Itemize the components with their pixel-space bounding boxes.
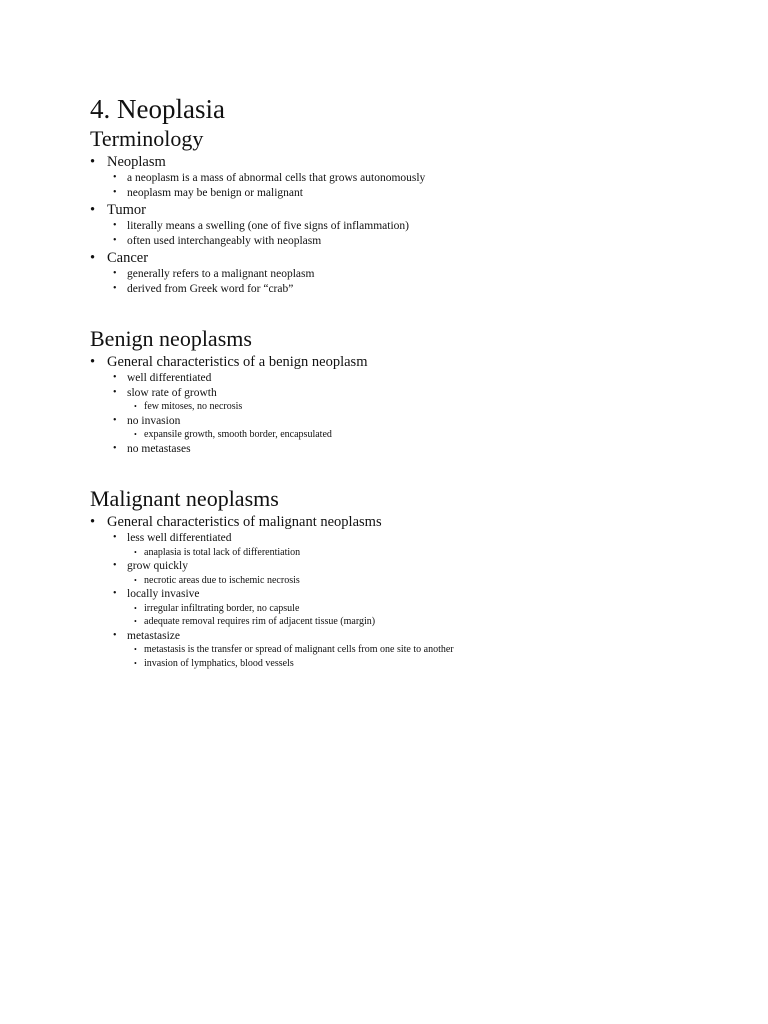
sub-bullet-list bbox=[107, 371, 730, 456]
sub-list-item-text: • slow rate of growth bbox=[127, 386, 217, 399]
section-heading: Benign neoplasms bbox=[90, 326, 252, 351]
sub-list-item-text: • literally means a swelling (one of five signs of inflammation) bbox=[127, 220, 409, 232]
sub-list-item-text: • grow quickly bbox=[127, 560, 189, 572]
sub-list-item-text: • a neoplasm is a mass of abnormal cells that grows autonomously bbox=[127, 172, 426, 184]
sub-sub-list-item-text: • anaplasia is total lack of differentiation bbox=[144, 546, 301, 558]
sub-sub-bullet-list bbox=[127, 546, 730, 560]
list-item-text: • Neoplasm bbox=[107, 154, 166, 170]
sub-list-item-text: • no metastases bbox=[127, 442, 191, 455]
sub-list-item bbox=[107, 282, 730, 297]
bullet-list bbox=[90, 354, 730, 456]
sub-list-item bbox=[107, 629, 730, 671]
sub-sub-list-item-text: • necrotic areas due to ischemic necrosis bbox=[144, 574, 300, 586]
list-item bbox=[90, 514, 730, 670]
sub-list-item bbox=[107, 386, 730, 414]
sub-list-item-text: • well differentiated bbox=[127, 372, 212, 384]
sub-list-item-text: • locally invasive bbox=[127, 588, 200, 600]
sub-list-item-text: • less well differentiated bbox=[127, 532, 232, 544]
list-item-text: • General characteristics of malignant neoplasms bbox=[107, 514, 382, 530]
list-item bbox=[90, 154, 730, 200]
sub-bullet-list bbox=[107, 267, 730, 296]
section bbox=[90, 486, 730, 670]
sub-list-item bbox=[107, 531, 730, 559]
sub-list-item bbox=[107, 587, 730, 629]
sub-list-item-text: • neoplasm may be benign or malignant bbox=[127, 186, 303, 199]
bullet-list bbox=[90, 514, 730, 670]
sub-list-item-text: • often used interchangeably with neoplasm bbox=[127, 234, 322, 247]
sub-sub-list-item-text: • metastasis is the transfer or spread of malignant cells from one site to another bbox=[144, 644, 454, 655]
sub-bullet-list bbox=[107, 531, 730, 670]
sub-list-item-text: • no invasion bbox=[127, 414, 181, 427]
sub-bullet-list bbox=[107, 171, 730, 200]
sub-sub-list-item bbox=[127, 400, 730, 414]
sub-list-item bbox=[107, 171, 730, 186]
sub-sub-list-item-text: • invasion of lymphatics, blood vessels bbox=[144, 657, 294, 669]
bullet-list bbox=[90, 154, 730, 296]
sub-list-item-text: • derived from Greek word for “crab” bbox=[127, 282, 294, 295]
sub-sub-list-item bbox=[127, 574, 730, 588]
sub-list-item bbox=[107, 267, 730, 282]
sub-list-item bbox=[107, 219, 730, 234]
sub-sub-list-item-text: • irregular infiltrating border, no capsule bbox=[144, 602, 300, 614]
sub-list-item-text: • generally refers to a malignant neoplasm bbox=[127, 268, 315, 280]
sub-sub-list-item bbox=[127, 428, 730, 442]
sub-sub-list-item-text: • few mitoses, no necrosis bbox=[144, 401, 243, 412]
document-page bbox=[90, 92, 730, 670]
sub-sub-list-item bbox=[127, 657, 730, 671]
page-title: 4. Neoplasia bbox=[90, 94, 225, 124]
sub-sub-list-item bbox=[127, 546, 730, 560]
sub-sub-list-item bbox=[127, 602, 730, 616]
sub-list-item-text: • metastasize bbox=[127, 629, 181, 642]
sub-sub-bullet-list bbox=[127, 602, 730, 629]
sub-list-item bbox=[107, 414, 730, 442]
section-heading: Terminology bbox=[90, 126, 204, 151]
list-item bbox=[90, 250, 730, 296]
sections-container bbox=[90, 126, 730, 670]
sub-list-item bbox=[107, 559, 730, 587]
list-item bbox=[90, 354, 730, 456]
section bbox=[90, 126, 730, 296]
sub-sub-list-item-text: • adequate removal requires rim of adjacent tissue (margin) bbox=[144, 616, 376, 627]
list-item bbox=[90, 202, 730, 248]
section-heading: Malignant neoplasms bbox=[90, 486, 279, 511]
list-item-text: • Tumor bbox=[107, 202, 146, 218]
sub-list-item bbox=[107, 186, 730, 201]
sub-sub-list-item bbox=[127, 643, 730, 657]
section bbox=[90, 326, 730, 456]
sub-sub-bullet-list bbox=[127, 400, 730, 414]
sub-sub-list-item bbox=[127, 615, 730, 629]
sub-bullet-list bbox=[107, 219, 730, 248]
list-item-text: • General characteristics of a benign neoplasm bbox=[107, 354, 368, 370]
sub-list-item bbox=[107, 234, 730, 249]
sub-list-item bbox=[107, 442, 730, 457]
sub-sub-list-item-text: • expansile growth, smooth border, encapsulated bbox=[144, 429, 332, 440]
list-item-text: • Cancer bbox=[107, 250, 149, 266]
sub-sub-bullet-list bbox=[127, 574, 730, 588]
sub-sub-bullet-list bbox=[127, 643, 730, 670]
sub-list-item bbox=[107, 371, 730, 386]
sub-sub-bullet-list bbox=[127, 428, 730, 442]
